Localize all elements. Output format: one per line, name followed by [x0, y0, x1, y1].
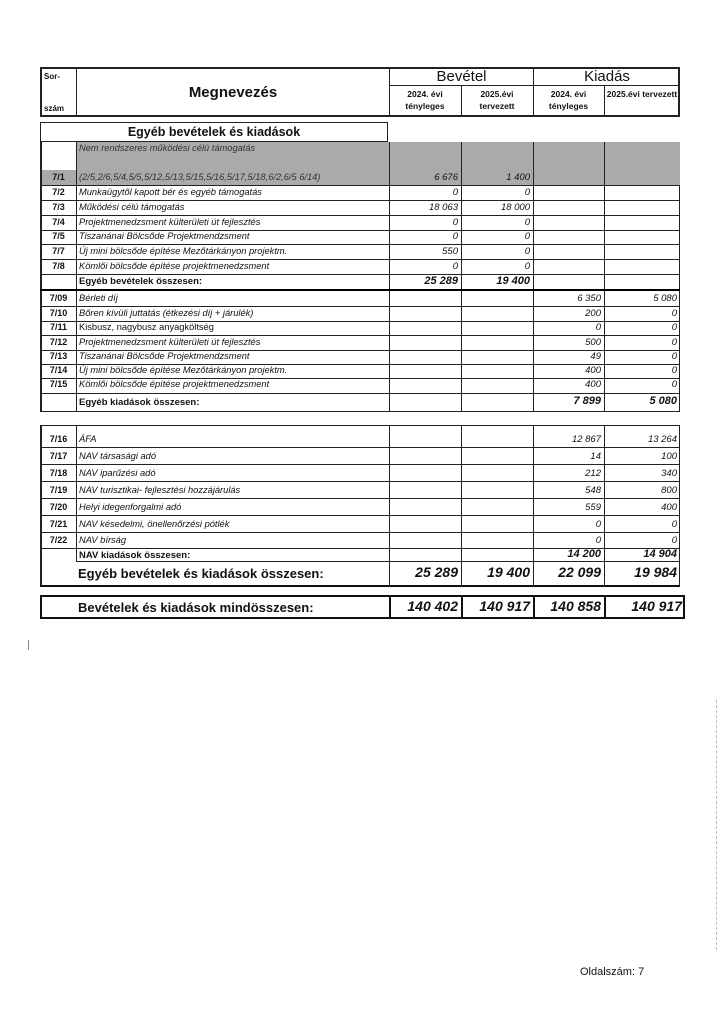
header-sor: Sor- — [44, 72, 60, 81]
income-total-2024: 25 289 — [424, 275, 458, 287]
section-total-bev-2024: 25 289 — [415, 564, 458, 580]
nav-code-4: 7/19 — [49, 485, 68, 495]
income-2025-7: 0 — [524, 261, 530, 272]
income-name-3: Működési célú támogatás — [79, 202, 185, 212]
income-header: Nem rendszeres működési célú támogatás — [79, 143, 256, 153]
expense-total-2024: 7 899 — [573, 395, 601, 407]
income-total-label: Egyéb bevételek összesen: — [79, 276, 203, 287]
income-code-7: 7/8 — [52, 261, 65, 271]
section-title: Egyéb bevételek és kiadások — [127, 125, 301, 139]
expense-name-1: Bérleti díj — [79, 293, 118, 303]
nav-2025-3: 340 — [661, 468, 677, 479]
grand-total-bev-2025: 140 917 — [479, 598, 530, 614]
nav-2024-7: 0 — [595, 535, 601, 546]
income-code-6: 7/7 — [52, 246, 65, 256]
income-name-6: Új mini bölcsőde építése Mezőtárkányon projektm. — [79, 246, 288, 256]
nav-name-2: NAV társasági adó — [79, 451, 157, 461]
income-2024-4: 0 — [452, 217, 458, 228]
nav-code-1: 7/16 — [49, 434, 68, 444]
expense-name-4: Projektmenedzsment külterületi út fejlesztés — [79, 337, 261, 347]
grand-total-kiad-2025: 140 917 — [631, 598, 682, 614]
income-code-4: 7/4 — [52, 217, 65, 227]
income-2025-5: 0 — [524, 231, 530, 242]
nav-code-6: 7/21 — [49, 519, 68, 529]
income-2025-1: 1 400 — [506, 172, 530, 183]
nav-2025-2: 100 — [661, 451, 677, 462]
expense-2025-7: 0 — [671, 379, 677, 390]
expense-2025-1: 5 080 — [653, 293, 677, 304]
income-2024-6: 550 — [442, 246, 458, 257]
income-code-2: 7/2 — [52, 187, 65, 197]
grand-total-label: Bevételek és kiadások mindösszesen: — [78, 600, 314, 615]
nav-name-7: NAV bírság — [79, 535, 127, 545]
expense-2025-4: 0 — [671, 337, 677, 348]
nav-code-5: 7/20 — [49, 502, 68, 512]
nav-name-6: NAV késedelmi, önellenőrzési pótlék — [79, 519, 230, 529]
income-2024-3: 18 063 — [428, 202, 458, 213]
header-bev-2024: 2024. évi tényleges — [405, 89, 445, 111]
header-megnevezes: Megnevezés — [188, 84, 278, 101]
nav-2025-6: 0 — [671, 519, 677, 530]
nav-2025-5: 400 — [661, 502, 677, 513]
grand-total-kiad-2024: 140 858 — [550, 598, 601, 614]
expense-code-3: 7/11 — [49, 322, 68, 332]
nav-2024-6: 0 — [595, 519, 601, 530]
expense-2025-5: 0 — [671, 351, 677, 362]
income-code-1: 7/1 — [52, 172, 65, 182]
header-kiadas: Kiadás — [584, 68, 630, 85]
section-total-kiad-2025: 19 984 — [634, 564, 677, 580]
header-kiad-2024: 2024. évi tényleges — [548, 89, 589, 111]
expense-2024-1: 6 350 — [577, 293, 601, 304]
nav-code-3: 7/18 — [49, 468, 68, 478]
expense-code-7: 7/15 — [49, 379, 68, 389]
expense-2024-4: 500 — [585, 337, 601, 348]
income-2024-5: 0 — [452, 231, 458, 242]
nav-name-1: ÁFA — [79, 434, 97, 444]
nav-2024-2: 14 — [590, 451, 601, 462]
header-szam: szám — [44, 104, 65, 113]
nav-2024-5: 559 — [585, 502, 601, 513]
nav-2025-4: 800 — [661, 485, 677, 496]
income-2025-3: 18 000 — [500, 202, 530, 213]
income-2024-2: 0 — [452, 187, 458, 198]
header-kiad-2025: 2025.évi tervezett — [606, 89, 678, 99]
nav-2025-1: 13 264 — [647, 434, 677, 445]
expense-2024-7: 400 — [585, 379, 601, 390]
nav-total-2024: 14 200 — [567, 548, 601, 560]
expense-code-4: 7/12 — [49, 337, 68, 347]
income-name-7: Kömlői bölcsőde építése projektmenedzsment — [79, 261, 270, 271]
nav-code-7: 7/22 — [49, 535, 68, 545]
nav-name-4: NAV turisztikai- fejlesztési hozzájárulás — [79, 485, 241, 495]
header-bev-2025: 2025.évi tervezett — [479, 89, 515, 111]
scan-mark — [716, 700, 717, 950]
expense-2024-2: 200 — [585, 308, 601, 319]
expense-name-6: Új mini bölcsőde építése Mezőtárkányon projektm. — [79, 365, 288, 375]
expense-2025-2: 0 — [671, 308, 677, 319]
nav-code-2: 7/17 — [49, 451, 68, 461]
income-2025-4: 0 — [524, 217, 530, 228]
expense-2024-5: 49 — [590, 351, 601, 362]
nav-2024-1: 12 867 — [571, 434, 601, 445]
income-name-5: Tiszanánai Bölcsőde Projektmendzsment — [79, 231, 250, 241]
section-total-label: Egyéb bevételek és kiadások összesen: — [78, 566, 324, 581]
expense-name-7: Kömlői bölcsőde építése projektmenedzsment — [79, 379, 270, 389]
income-2024-7: 0 — [452, 261, 458, 272]
expense-2025-6: 0 — [671, 365, 677, 376]
section-total-kiad-2024: 22 099 — [558, 564, 601, 580]
scan-mark — [28, 640, 29, 650]
expense-code-2: 7/10 — [49, 308, 68, 318]
expense-2024-6: 400 — [585, 365, 601, 376]
expense-2025-3: 0 — [671, 322, 677, 333]
income-name-4: Projektmenedzsment külterületi út fejlesztés — [79, 217, 261, 227]
grand-total-bev-2024: 140 402 — [407, 598, 458, 614]
section-total-bev-2025: 19 400 — [487, 564, 530, 580]
income-code-5: 7/5 — [52, 231, 65, 241]
page-number: Oldalszám: 7 — [580, 966, 645, 978]
income-name-2: Munkaügytől kapott bér és egyéb támogatás — [79, 187, 262, 197]
nav-total-2025: 14 904 — [643, 548, 677, 560]
expense-total-2025: 5 080 — [649, 395, 677, 407]
nav-2025-7: 0 — [671, 535, 677, 546]
expense-total-label: Egyéb kiadások összesen: — [79, 397, 200, 408]
expense-name-3: Kisbusz, nagybusz anyagköltség — [79, 322, 214, 332]
nav-total-label: NAV kiadások összesen: — [79, 550, 191, 561]
income-code-3: 7/3 — [52, 202, 65, 212]
nav-name-5: Helyi idegenforgalmi adó — [79, 502, 182, 512]
nav-2024-3: 212 — [585, 468, 601, 479]
income-2025-2: 0 — [524, 187, 530, 198]
expense-2024-3: 0 — [595, 322, 601, 333]
expense-name-2: Bőren kívüli juttatás (étkezési díj + járulék) — [79, 308, 254, 318]
nav-2024-4: 548 — [585, 485, 601, 496]
income-2024-1: 6 676 — [434, 172, 458, 183]
expense-code-5: 7/13 — [49, 351, 68, 361]
income-name-1: (2/5,2/6,5/4,5/5,5/12,5/13,5/15,5/16,5/17,5/18,6/2,6/5 6/14) — [79, 172, 321, 182]
header-bevetel: Bevétel — [436, 68, 487, 85]
expense-code-1: 7/09 — [49, 293, 68, 303]
income-2025-6: 0 — [524, 246, 530, 257]
expense-code-6: 7/14 — [49, 365, 68, 375]
expense-name-5: Tiszanánai Bölcsőde Projektmendzsment — [79, 351, 250, 361]
nav-name-3: NAV iparűzési adó — [79, 468, 156, 478]
income-total-2025: 19 400 — [496, 275, 530, 287]
